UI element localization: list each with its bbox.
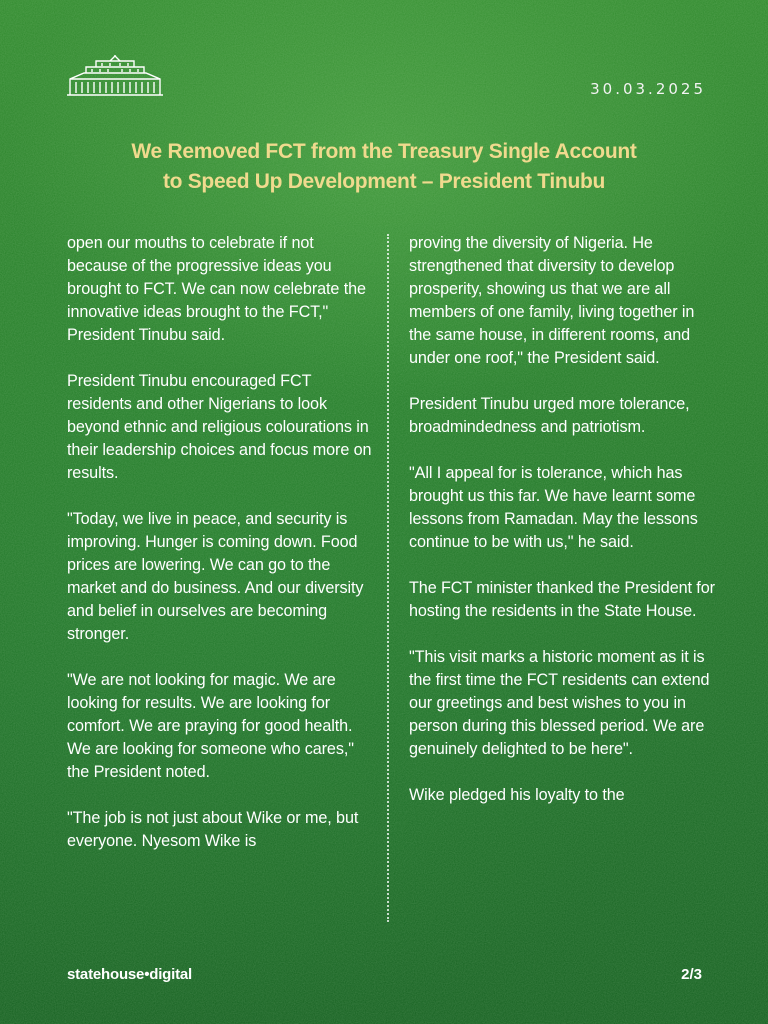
paragraph: President Tinubu urged more tolerance, broadmindedness and patriotism. bbox=[409, 395, 690, 436]
brand-name: statehouse•digital bbox=[67, 966, 193, 983]
paragraph: "The job is not just about Wike or me, but everyone. Nyesom Wike is bbox=[67, 809, 359, 850]
headline bbox=[60, 137, 708, 197]
state-house-logo-icon bbox=[66, 55, 164, 97]
paragraph: open our mouths to celebrate if not because of the progressive ideas you brought to FCT. We can now celebrate the innovative ideas brought to the FCT," President Tinubu said. bbox=[67, 234, 366, 344]
left-column bbox=[67, 232, 373, 853]
paragraph: "Today, we live in peace, and security is improving. Hunger is coming down. Food prices are lowering. We can go to the market and do business. And our diversity and belief in ourselves are becoming stronger. bbox=[67, 510, 364, 643]
paragraph: proving the diversity of Nigeria. He strengthened that diversity to develop prosperity, showing us that we are all members of one family, living together in the same house, in different rooms, and under one roof," the President said. bbox=[409, 234, 695, 367]
headline-line-1: We Removed FCT from the Treasury Single Account bbox=[131, 140, 637, 163]
page-number: 2/3 bbox=[681, 966, 702, 983]
paragraph: President Tinubu encouraged FCT residents and other Nigerians to look beyond ethnic and religious colourations in their leadership choices and focus more on results. bbox=[67, 372, 372, 482]
column-divider bbox=[387, 234, 389, 922]
paragraph: "We are not looking for magic. We are looking for results. We are looking for comfort. We are praying for good health. We are looking for someone who cares," the President noted. bbox=[67, 671, 354, 781]
paragraph: The FCT minister thanked the President for hosting the residents in the State House. bbox=[409, 579, 715, 620]
paragraph: Wike pledged his loyalty to the bbox=[409, 786, 625, 804]
post-date: 30.03.2025 bbox=[590, 80, 706, 98]
paragraph: "This visit marks a historic moment as it is the first time the FCT residents can extend our greetings and best wishes to you in person during this blessed period. We are genuinely delighted to be here". bbox=[409, 648, 710, 758]
headline-line-2: to Speed Up Development – President Tinubu bbox=[162, 170, 606, 193]
right-column bbox=[409, 232, 719, 807]
paragraph: "All I appeal for is tolerance, which has brought us this far. We have learnt some lessons from Ramadan. May the lessons continue to be with us," he said. bbox=[409, 464, 698, 551]
